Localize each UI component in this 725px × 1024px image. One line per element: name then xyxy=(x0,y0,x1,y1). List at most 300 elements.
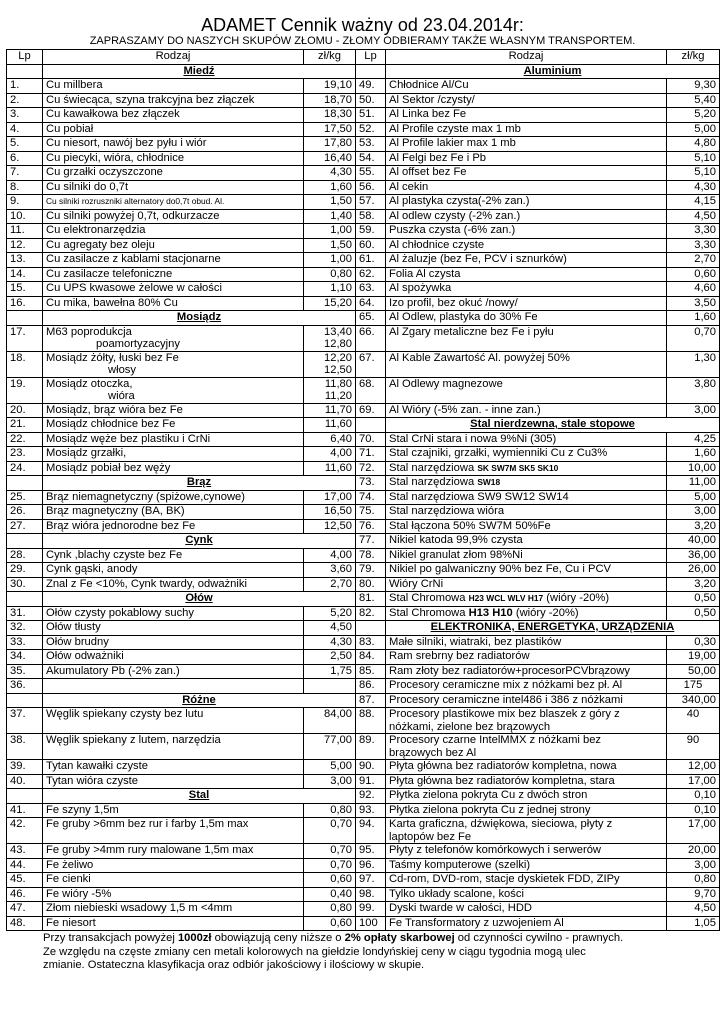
item-name-cell xyxy=(43,679,304,694)
item-name-cell xyxy=(386,166,667,181)
table-row xyxy=(7,490,720,505)
price-value: 19,10 xyxy=(324,79,352,91)
item-name: Cu elektronarzędzia xyxy=(46,224,146,236)
price-cell xyxy=(667,858,720,873)
price-value: 1,50 xyxy=(330,195,352,207)
item-name-cell xyxy=(386,209,667,224)
item-name-cell xyxy=(43,916,304,931)
price-cell xyxy=(667,79,720,94)
price-value: 6,40 xyxy=(330,432,352,445)
lp-cell: 76. xyxy=(356,519,386,534)
item-name: Złom niebieski wsadowy 1,5 m <4mm xyxy=(46,902,233,914)
lp-cell: 38. xyxy=(7,734,43,760)
item-name-cell xyxy=(386,592,667,607)
table-row xyxy=(7,844,720,859)
lp-cell: 60. xyxy=(356,238,386,253)
lp-cell: 69. xyxy=(356,403,386,418)
table-row xyxy=(7,418,720,433)
table-row xyxy=(7,916,720,931)
item-name: Al Odlew, plastyka do 30% Fe xyxy=(389,311,538,323)
lp-cell: 90. xyxy=(356,760,386,775)
item-name: Procesory ceramiczne mix z nóżkami bez pł. Al xyxy=(389,679,623,691)
lp-cell: 85. xyxy=(356,664,386,679)
lp-cell: 41. xyxy=(7,803,43,818)
price-value: 0,40 xyxy=(330,887,352,900)
item-name-cell xyxy=(386,760,667,775)
item-name: Brąz wióra jednorodne bez Fe xyxy=(46,519,196,532)
lp-cell: 45. xyxy=(7,873,43,888)
price-cell xyxy=(304,902,356,917)
price-cell xyxy=(667,282,720,297)
lp-cell: 66. xyxy=(356,325,386,351)
lp-cell: 13. xyxy=(7,253,43,268)
item-name-cell xyxy=(386,505,667,520)
table-row xyxy=(7,267,720,282)
price-value: 3,30 xyxy=(694,224,716,236)
item-name: Folia Al czysta xyxy=(389,267,461,280)
table-row xyxy=(7,325,720,351)
lp-cell: 35. xyxy=(7,664,43,679)
table-row xyxy=(7,650,720,665)
column-header-rodzaj: Rodzaj xyxy=(43,50,304,65)
price-cell xyxy=(304,577,356,592)
price-value: 0,60 xyxy=(330,873,352,885)
price-value: 17,80 xyxy=(324,137,352,149)
price-cell xyxy=(667,734,720,760)
lp-cell: 25. xyxy=(7,490,43,505)
lp-cell: 22. xyxy=(7,432,43,447)
item-name: Stal Chromowa xyxy=(389,592,466,604)
lp-cell: 24. xyxy=(7,461,43,476)
item-name-cell xyxy=(43,151,304,166)
item-name-cell xyxy=(386,403,667,418)
lp-cell: 51. xyxy=(356,108,386,123)
item-name-cell xyxy=(43,195,304,210)
table-row xyxy=(7,209,720,224)
table-row xyxy=(7,253,720,268)
lp-cell: 73. xyxy=(356,476,386,491)
price-cell xyxy=(667,432,720,447)
lp-cell: 61. xyxy=(356,253,386,268)
item-name: Znal z Fe <10%, Cynk twardy, odważniki xyxy=(46,577,247,590)
price-value: 17,00 xyxy=(688,818,716,830)
lp-cell: 98. xyxy=(356,887,386,902)
item-name-cell xyxy=(386,267,667,282)
price-value: 340,00 xyxy=(681,693,716,706)
price-cell xyxy=(304,734,356,760)
price-value: 19,00 xyxy=(688,650,716,662)
lp-cell: 56. xyxy=(356,180,386,195)
item-name: Cu grzałki oczyszczone xyxy=(46,166,163,178)
item-name: Mosiądz otoczka, xyxy=(46,377,133,390)
table-row xyxy=(7,803,720,818)
footer-line-tax xyxy=(43,932,719,946)
lp-cell: 81. xyxy=(356,592,386,607)
price-cell xyxy=(667,325,720,351)
price-cell xyxy=(304,519,356,534)
lp-cell: 23. xyxy=(7,447,43,462)
price-value: 50,00 xyxy=(688,664,716,677)
lp-cell: 3. xyxy=(7,108,43,123)
price-value: 5,10 xyxy=(694,151,716,164)
item-name-cell xyxy=(43,137,304,152)
price-value: 0,70 xyxy=(330,858,352,871)
item-name: Al Linka bez Fe xyxy=(389,108,467,120)
item-name-cell xyxy=(43,577,304,592)
lp-cell: 78. xyxy=(356,548,386,563)
section-header: Cynk xyxy=(43,534,356,549)
item-name: Stal narzędziowa SW9 SW12 SW14 xyxy=(389,490,569,503)
item-name-cell xyxy=(43,93,304,108)
price-cell xyxy=(304,267,356,282)
lp-cell: 17. xyxy=(7,325,43,351)
footer-line-change: Ze względu na częste zmiany cen metali kolorowych na giełdzie londyńskiej ceny w ciągu tygodnia mogą ulec xyxy=(43,945,586,958)
lp-cell: 4. xyxy=(7,122,43,137)
price-cell xyxy=(304,818,356,844)
price-cell xyxy=(667,377,720,403)
price-value: 1,60 xyxy=(694,311,716,323)
lp-cell: 54. xyxy=(356,151,386,166)
lp-cell: 70. xyxy=(356,432,386,447)
table-row xyxy=(7,311,720,326)
item-name-cell xyxy=(386,108,667,123)
price-value: 11,70 xyxy=(324,403,352,416)
price-cell xyxy=(304,621,356,636)
price-value: 9,30 xyxy=(694,79,716,91)
lp-cell: 11. xyxy=(7,224,43,239)
lp-cell: 82. xyxy=(356,606,386,621)
table-row xyxy=(7,887,720,902)
price-value: 4,60 xyxy=(694,282,716,294)
item-name: Nikiel granulat złom 98%Ni xyxy=(389,548,523,561)
item-name-continued: wióra xyxy=(108,390,135,402)
price-cell xyxy=(304,166,356,181)
price-value: 1,60 xyxy=(330,180,352,193)
item-name: Cu zasilacze z kablami stacjonarne xyxy=(46,253,221,265)
price-value: 26,00 xyxy=(688,563,716,575)
item-name-cell xyxy=(43,844,304,859)
price-cell xyxy=(304,137,356,152)
item-name-cell xyxy=(386,789,667,804)
price-cell xyxy=(667,774,720,789)
price-value: 12,50 xyxy=(324,519,352,532)
lp-cell xyxy=(7,534,43,549)
price-cell xyxy=(304,238,356,253)
section-header: Różne xyxy=(43,693,356,708)
price-cell xyxy=(667,151,720,166)
item-name-cell xyxy=(43,296,304,311)
table-row xyxy=(7,592,720,607)
table-row xyxy=(7,664,720,679)
table-row xyxy=(7,64,720,79)
price-cell xyxy=(304,563,356,578)
price-value: 11,20 xyxy=(324,390,352,402)
lp-cell: 14. xyxy=(7,267,43,282)
item-name: Cd-rom, DVD-rom, stacje dyskietek FDD, ZIPy xyxy=(389,873,620,885)
item-name-cell xyxy=(386,447,667,462)
lp-cell: 20. xyxy=(7,403,43,418)
item-name-cell xyxy=(386,432,667,447)
item-name-cell xyxy=(386,606,667,621)
price-cell xyxy=(667,693,720,708)
item-name-cell xyxy=(386,151,667,166)
lp-cell: 59. xyxy=(356,224,386,239)
item-name: M63 poprodukcja xyxy=(46,325,132,338)
item-name: Nikiel po galwaniczny 90% bez Fe, Cu i PCV xyxy=(389,563,611,575)
item-name-cell xyxy=(386,519,667,534)
item-note: (wióry -20%) xyxy=(543,592,610,604)
lp-cell: 18. xyxy=(7,351,43,377)
item-name: Al Kable Zawartość Al. powyżej 50% xyxy=(389,351,570,364)
table-row xyxy=(7,858,720,873)
item-name-cell xyxy=(43,818,304,844)
price-value: 5,00 xyxy=(330,760,352,772)
lp-cell: 10. xyxy=(7,209,43,224)
price-value: 4,30 xyxy=(330,166,352,178)
lp-cell: 47. xyxy=(7,902,43,917)
lp-cell: 53. xyxy=(356,137,386,152)
price-cell xyxy=(304,505,356,520)
lp-cell: 40. xyxy=(7,774,43,789)
item-name: Stal łączona 50% SW7M 50%Fe xyxy=(389,519,551,532)
lp-cell: 83. xyxy=(356,635,386,650)
table-row xyxy=(7,476,720,491)
price-value: 1,60 xyxy=(694,447,716,459)
item-name-cell xyxy=(386,577,667,592)
price-cell xyxy=(667,296,720,311)
price-cell xyxy=(667,803,720,818)
item-name: Węglik spiekany z lutem, narzędzia xyxy=(46,734,221,746)
item-name: Brąz niemagnetyczny (spiżowe,cynowe) xyxy=(46,490,245,503)
section-header: Aluminium xyxy=(386,64,720,79)
item-name-cell xyxy=(386,461,667,476)
table-row xyxy=(7,708,720,734)
lp-cell: 37. xyxy=(7,708,43,734)
table-row xyxy=(7,447,720,462)
price-cell xyxy=(304,296,356,311)
price-cell xyxy=(304,916,356,931)
lp-cell xyxy=(7,693,43,708)
lp-cell: 30. xyxy=(7,577,43,592)
table-header-row xyxy=(7,50,720,65)
price-cell xyxy=(667,916,720,931)
price-value: 0,10 xyxy=(694,789,716,801)
item-name-cell xyxy=(386,818,667,844)
lp-cell: 29. xyxy=(7,563,43,578)
price-cell xyxy=(304,403,356,418)
price-cell xyxy=(667,650,720,665)
price-value: 16,50 xyxy=(324,505,352,517)
lp-cell: 57. xyxy=(356,195,386,210)
item-name: Izo profil, bez okuć /nowy/ xyxy=(389,296,518,309)
item-name-cell xyxy=(386,476,667,491)
lp-cell: 89. xyxy=(356,734,386,760)
lp-cell: 87. xyxy=(356,693,386,708)
item-name-cell xyxy=(386,534,667,549)
lp-cell xyxy=(7,311,43,326)
price-value: 4,80 xyxy=(694,137,716,149)
price-cell xyxy=(667,253,720,268)
table-row xyxy=(7,166,720,181)
item-name-continued: laptopów bez Fe xyxy=(389,830,472,843)
price-value: 1,30 xyxy=(694,351,716,364)
item-name: Cu UPS kwasowe żelowe w całości xyxy=(46,282,222,294)
item-name: Stal Chromowa xyxy=(389,606,466,619)
price-cell xyxy=(667,760,720,775)
item-name-cell xyxy=(43,224,304,239)
item-name-cell xyxy=(386,708,667,734)
table-row xyxy=(7,789,720,804)
lp-cell xyxy=(356,418,386,433)
item-name-cell xyxy=(43,803,304,818)
item-name: Brąz magnetyczny (BA, BK) xyxy=(46,505,185,517)
price-cell xyxy=(667,209,720,224)
item-name-cell xyxy=(43,774,304,789)
price-value: 11,80 xyxy=(324,377,352,390)
price-value: 4,25 xyxy=(694,432,716,445)
section-header: ELEKTRONIKA, ENERGETYKA, URZĄDZENIA xyxy=(386,621,720,636)
item-name-cell xyxy=(43,519,304,534)
price-value: 0,80 xyxy=(330,803,352,816)
item-name: Al chłodnice czyste xyxy=(389,238,485,251)
price-value: 1,40 xyxy=(330,209,352,222)
table-row xyxy=(7,377,720,403)
lp-cell: 19. xyxy=(7,377,43,403)
price-cell xyxy=(304,844,356,859)
item-name: Mosiądz pobiał bez węży xyxy=(46,461,171,474)
table-row xyxy=(7,195,720,210)
price-value: 13,40 xyxy=(324,325,352,338)
price-cell xyxy=(304,708,356,734)
price-value: 16,40 xyxy=(324,151,352,164)
lp-cell: 99. xyxy=(356,902,386,917)
item-name: Wióry CrNi xyxy=(389,577,444,590)
table-row xyxy=(7,693,720,708)
price-cell xyxy=(304,548,356,563)
table-row xyxy=(7,679,720,694)
price-value: 0,70 xyxy=(330,844,352,856)
table-row xyxy=(7,351,720,377)
item-name: Mosiądz węże bez plastiku i CrNi xyxy=(46,432,211,445)
price-value: 17,00 xyxy=(688,774,716,787)
price-value: 15,20 xyxy=(324,296,352,309)
price-cell xyxy=(667,180,720,195)
price-value: 1,00 xyxy=(330,253,352,265)
table-row xyxy=(7,238,720,253)
price-cell xyxy=(304,253,356,268)
item-name-cell xyxy=(43,351,304,377)
price-cell xyxy=(667,606,720,621)
price-value: 4,15 xyxy=(694,195,716,207)
price-cell xyxy=(667,224,720,239)
price-value: 12,50 xyxy=(324,364,352,376)
price-value: 0,80 xyxy=(330,267,352,280)
item-name-cell xyxy=(43,606,304,621)
lp-cell: 75. xyxy=(356,505,386,520)
price-value: 0,70 xyxy=(694,325,716,338)
lp-cell: 62. xyxy=(356,267,386,282)
price-value: 12,20 xyxy=(324,351,352,364)
lp-cell: 67. xyxy=(356,351,386,377)
item-name: Cu agregaty bez oleju xyxy=(46,238,155,251)
item-name: Płytka zielona pokryta Cu z jednej strony xyxy=(389,803,591,816)
lp-cell xyxy=(356,621,386,636)
item-name-cell xyxy=(386,548,667,563)
price-cell xyxy=(667,490,720,505)
lp-cell: 86. xyxy=(356,679,386,694)
lp-cell: 74. xyxy=(356,490,386,505)
item-name: Al offset bez Fe xyxy=(389,166,467,178)
lp-cell: 84. xyxy=(356,650,386,665)
item-name: Al Profile lakier max 1 mb xyxy=(389,137,516,149)
price-cell xyxy=(304,351,356,377)
lp-cell: 8. xyxy=(7,180,43,195)
item-name-cell xyxy=(386,679,667,694)
price-cell xyxy=(304,122,356,137)
price-cell xyxy=(667,108,720,123)
column-header-lp: Lp xyxy=(356,50,386,65)
item-name-cell xyxy=(43,664,304,679)
price-cell xyxy=(304,447,356,462)
price-cell xyxy=(667,505,720,520)
price-value: 0,60 xyxy=(330,916,352,929)
item-name-cell xyxy=(43,166,304,181)
price-value: 11,00 xyxy=(688,476,716,488)
price-cell xyxy=(304,180,356,195)
price-value: 175 xyxy=(683,679,703,691)
item-name: Tytan wióra czyste xyxy=(46,774,139,787)
item-name: Taśmy komputerowe (szelki) xyxy=(389,858,531,871)
table-row xyxy=(7,282,720,297)
section-header: Ołów xyxy=(43,592,356,607)
price-value: 0,50 xyxy=(694,592,716,604)
table-row xyxy=(7,108,720,123)
lp-cell: 32. xyxy=(7,621,43,636)
price-cell xyxy=(667,447,720,462)
section-header: Stal xyxy=(43,789,356,804)
price-value: 1,50 xyxy=(330,238,352,251)
lp-cell: 58. xyxy=(356,209,386,224)
table-row xyxy=(7,151,720,166)
price-value: 5,20 xyxy=(330,606,352,619)
price-cell xyxy=(667,137,720,152)
item-name-cell xyxy=(386,137,667,152)
price-value: 77,00 xyxy=(324,734,352,746)
lp-cell: 91. xyxy=(356,774,386,789)
item-grade: H13 H10 xyxy=(468,606,513,619)
price-value: 3,30 xyxy=(694,238,716,251)
item-name: Fe żeliwo xyxy=(46,858,94,871)
price-cell xyxy=(667,635,720,650)
table-row xyxy=(7,534,720,549)
item-name: Płytka zielona pokryta Cu z dwóch stron xyxy=(389,789,588,801)
lp-cell: 72. xyxy=(356,461,386,476)
lp-cell: 64. xyxy=(356,296,386,311)
price-value: 18,30 xyxy=(324,108,352,120)
table-row xyxy=(7,432,720,447)
item-name-cell xyxy=(386,873,667,888)
item-name-cell xyxy=(43,635,304,650)
price-value: 0,10 xyxy=(694,803,716,816)
item-name-cell xyxy=(43,377,304,403)
item-name-cell xyxy=(386,844,667,859)
item-name-cell xyxy=(43,873,304,888)
lp-cell: 31. xyxy=(7,606,43,621)
item-name: Al plastyka czysta(-2% zan.) xyxy=(389,195,530,207)
item-name-cell xyxy=(386,93,667,108)
price-value: 10,00 xyxy=(688,461,716,474)
lp-cell: 48. xyxy=(7,916,43,931)
